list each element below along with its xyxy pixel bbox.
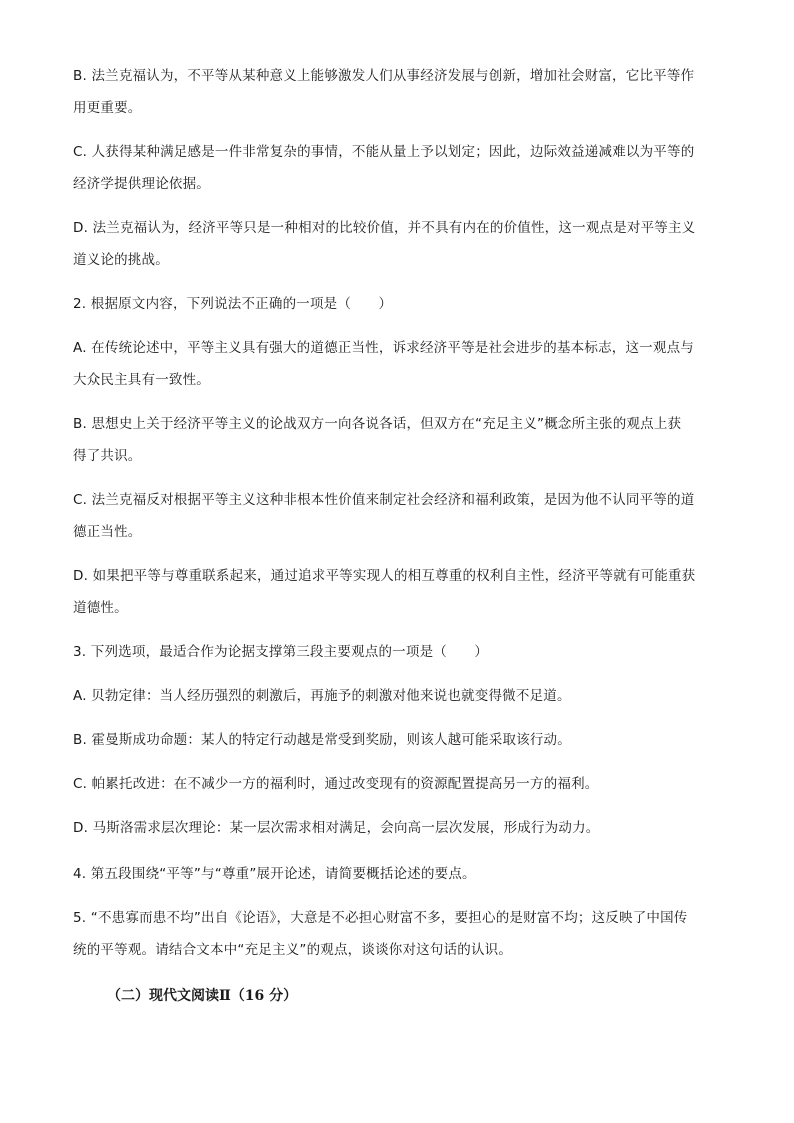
option-d-line-2: 道义论的挑战。: [73, 252, 169, 268]
option-d-line-1: D. 法兰克福认为，经济平等只是一种相对的比较价值，并不具有内在的价值性，这一观点是对平等主义: [73, 220, 696, 236]
q3-option-d: D. 马斯洛需求层次理论：某一层次需求相对满足，会向高一层次发展，形成行为动力。: [73, 820, 600, 836]
option-c-line-2: 经济学提供理论依据。: [73, 176, 210, 192]
question-3: 3. 下列选项，最适合作为论据支撑第三段主要观点的一项是（ ）: [73, 644, 489, 660]
option-c-line-1: C. 人获得某种满足感是一件非常复杂的事情，不能从量上予以划定；因此，边际效益递减难以为平等的: [73, 144, 695, 160]
question-5-line-2: 统的平等观。请结合文本中“充足主义”的观点，谈谈你对这句话的认识。: [73, 942, 513, 958]
question-2: 2. 根据原文内容，下列说法不正确的一项是（ ）: [73, 296, 393, 312]
question-4: 4. 第五段围绕“平等”与“尊重”展开论述，请简要概括论述的要点。: [73, 866, 476, 882]
question-5-line-1: 5. “不患寡而患不均”出自《论语》，大意是不必担心财富不多，要担心的是财富不均；这反映了中国传: [73, 910, 688, 926]
q2-option-d-line-1: D. 如果把平等与尊重联系起来，通过追求平等实现人的相互尊重的权利自主性，经济平等就有可能重获: [73, 568, 696, 584]
option-b-line-1: B. 法兰克福认为，不平等从某种意义上能够激发人们从事经济发展与创新，增加社会财富，它比平等作: [73, 68, 695, 84]
q2-option-b-line-2: 得了共识。: [73, 448, 142, 464]
q2-option-a-line-2: 大众民主具有一致性。: [73, 372, 210, 388]
q2-option-c-line-2: 德正当性。: [73, 524, 142, 540]
q3-option-b: B. 霍曼斯成功命题：某人的特定行动越是常受到奖励，则该人越可能采取该行动。: [73, 732, 571, 748]
section-heading: （二）现代文阅读Ⅱ（16 分）: [107, 988, 298, 1004]
q3-option-a: A. 贝勃定律：当人经历强烈的刺激后，再施予的刺激对他来说也就变得微不足道。: [73, 688, 571, 704]
q2-option-c-line-1: C. 法兰克福反对根据平等主义这种非根本性价值来制定社会经济和福利政策，是因为他不认同平等的道: [73, 492, 695, 508]
option-b-line-2: 用更重要。: [73, 100, 142, 116]
q2-option-d-line-2: 道德性。: [73, 600, 128, 616]
q2-option-a-line-1: A. 在传统论述中，平等主义具有强大的道德正当性，诉求经济平等是社会进步的基本标志，这一观点与: [73, 340, 694, 356]
q3-option-c: C. 帕累托改进：在不减少一方的福利时，通过改变现有的资源配置提高另一方的福利。: [73, 776, 599, 792]
q2-option-b-line-1: B. 思想史上关于经济平等主义的论战双方一向各说各话，但双方在“充足主义”概念所主张的观点上获: [73, 416, 682, 432]
